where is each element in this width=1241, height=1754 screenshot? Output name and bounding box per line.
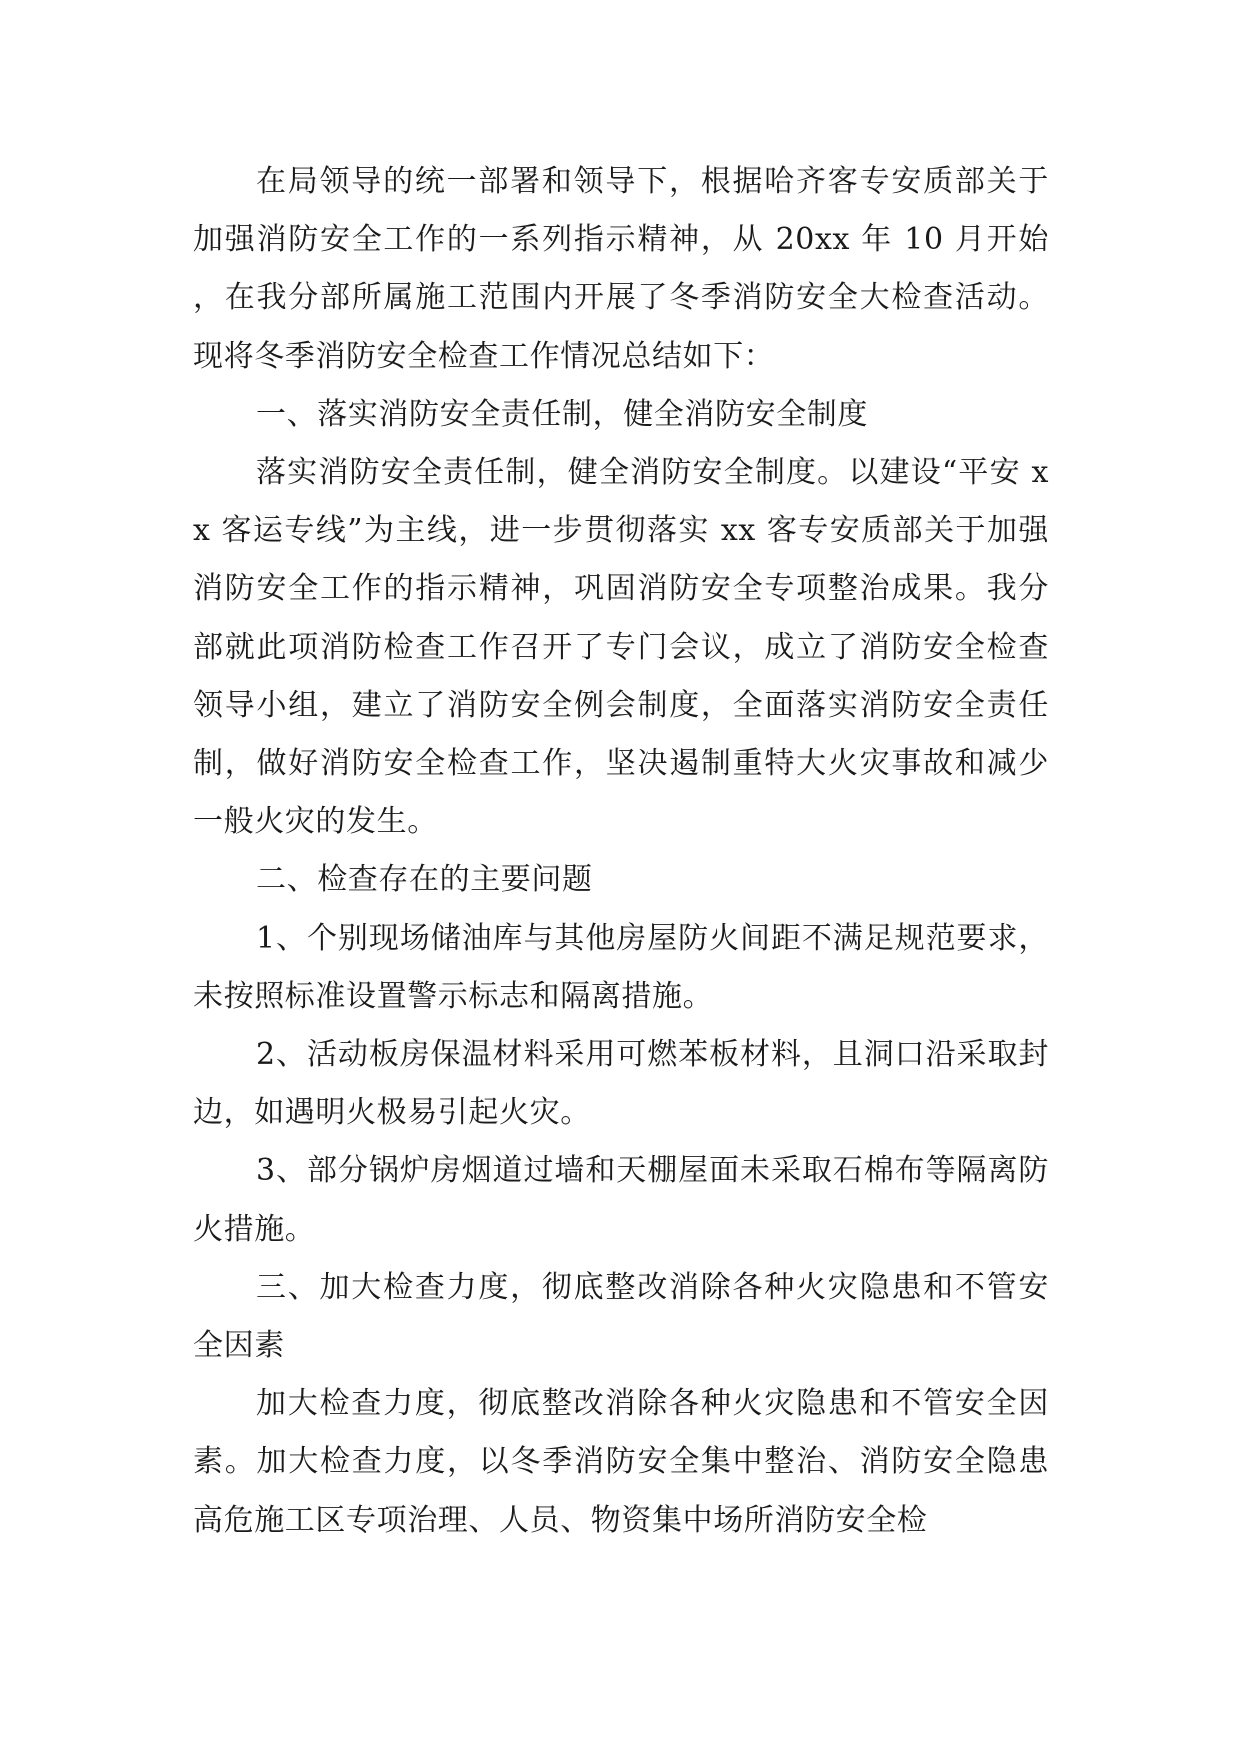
section-heading-1: 一、落实消防安全责任制，健全消防安全制度 bbox=[256, 396, 868, 432]
intro-paragraph: 在局领导的统一部署和领导下，根据哈齐客专安质部关于加强消防安全工作的一系列指示精神，从 20xx 年 10 月开始，在我分部所属施工范围内开展了冬季消防安全大检查活动。现将冬季消防安全检查工作情况总结如下： bbox=[193, 164, 1049, 374]
problem-item-1: 1、个别现场储油库与其他房屋防火间距不满足规范要求，未按照标准设置警示标志和隔离措施。 bbox=[193, 920, 1049, 1014]
problem-item-2: 2、活动板房保温材料采用可燃苯板材料，且洞口沿采取封边，如遇明火极易引起火灾。 bbox=[193, 1037, 1049, 1131]
section-1-paragraph: 落实消防安全责任制，健全消防安全制度。以建设“平安 xx 客运专线”为主线，进一步贯彻落实 xx 客专安质部关于加强消防安全工作的指示精神，巩固消防安全专项整治成果。我分部就此项消防检查工作召开了专门会议，成立了消防安全检查领导小组，建立了消防安全例会制度，全面落实消防安全责任制，做好消防安全检查工作，坚决遏制重特大火灾事故和减少一般火灾的发生。 bbox=[193, 455, 1049, 840]
section-heading-3: 三、加大检查力度，彻底整改消除各种火灾隐患和不管安全因素 bbox=[193, 1269, 1049, 1364]
section-heading-2: 二、检查存在的主要问题 bbox=[256, 862, 593, 898]
problem-item-3: 3、部分锅炉房烟道过墙和天棚屋面未采取石棉布等隔离防火措施。 bbox=[193, 1153, 1049, 1247]
section-3-paragraph: 加大检查力度，彻底整改消除各种火灾隐患和不管安全因素。加大检查力度，以冬季消防安全集中整治、消防安全隐患高危施工区专项治理、人员、物资集中场所消防安全检 bbox=[193, 1386, 1049, 1538]
document-body bbox=[193, 153, 1049, 1550]
